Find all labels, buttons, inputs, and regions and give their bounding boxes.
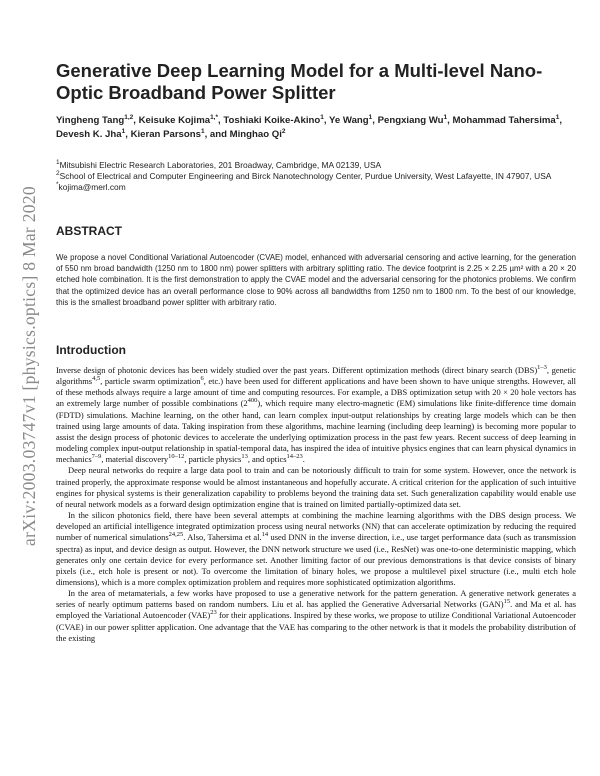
text-run: . Also, Tahersima et al. — [183, 532, 262, 543]
author-separator: , — [559, 115, 563, 126]
text-run: In the area of metamaterials, a few works have proposed to use a generative network for the pattern generation. A generative network generates a series of nearly optimum patterns based on random numbers. Liu et al. has applied the Generative Adversarial Networks (GAN) — [56, 588, 576, 610]
author-affiliation-mark: 1 — [320, 113, 324, 121]
introduction-heading: Introduction — [56, 343, 126, 357]
text-run: , material discovery — [101, 454, 169, 465]
paragraph-3 — [56, 510, 576, 588]
citation: 4,5 — [92, 375, 101, 383]
corresponding-mark: * — [56, 181, 59, 189]
text-run: , etc.) have been used for different applications and have been shown to have unique strengths. However, all of these methods always require a large amount of time and computing resources. For example, a DBS optimization setup with 20 × 20 hole vectors has an extremely large number of possible combinations (2 — [56, 376, 576, 409]
text-run: , and optics — [247, 454, 287, 465]
abstract-heading: ABSTRACT — [56, 224, 122, 238]
author-name: Keisuke Kojima — [138, 115, 211, 126]
citation: 7–9 — [91, 453, 102, 461]
paragraph-2: Deep neural networks do require a large data pool to train and can be notoriously difficult to train for some system. However, once the network is trained properly, the approximate response would be almost instantaneous and hopefully accurate. A critical criterion for the application of such intuitive engines for physical systems is their generalization capability to problems beyond the training data set. Such generalization capability would enable use of neural network models as a forward design optimization engine that is trained on limited partially-optimized data set. — [56, 465, 576, 509]
author-name: Devesh K. Jha — [56, 128, 122, 140]
affiliation-text: Mitsubishi Electric Research Laboratories, 201 Broadway, Cambridge, MA 02139, USA — [59, 160, 382, 170]
text-run: . and Ma et al. has employed the Variational Autoencoder (VAE) — [56, 599, 577, 621]
author-affiliation-mark: 2 — [281, 127, 286, 135]
text-run: for their applications. Inspired by these works, we propose to utilize Conditional Variational Autoencoder (CVAE) in our power splitter application. One advantage that the VAE has comparing to the other network is that it models the probability distribution of the existing — [56, 610, 576, 643]
author-name: Minghao Qi — [229, 128, 282, 140]
author-name: Ye Wang — [329, 115, 369, 126]
affiliation-1 — [56, 160, 576, 171]
citation: 24,25 — [168, 531, 184, 539]
author-separator: , and — [204, 128, 230, 140]
affiliations — [56, 160, 576, 194]
author-name: Toshiaki Koike-Akino — [223, 115, 321, 126]
author-affiliation-mark: 1,2 — [124, 113, 134, 121]
affiliation-2 — [56, 171, 576, 182]
exponent: 400 — [247, 397, 258, 405]
author-affiliation-mark: 1 — [121, 127, 126, 135]
text-run: , genetic algorithms — [56, 365, 576, 387]
text-run: Inverse design of photonic devices has been widely studied over the past years. Different optimization methods (direct binary search (DBS) — [56, 365, 538, 375]
author-separator: , — [323, 115, 329, 126]
author-affiliation-mark: 1,* — [210, 113, 219, 121]
arxiv-identifier: arXiv:2003.03747v1 [physics.optics] 8 Mar 2020 — [19, 186, 39, 546]
citation: 6 — [200, 375, 204, 383]
introduction-body — [56, 365, 576, 644]
author-name: Yingheng Tang — [56, 115, 125, 126]
citation: 13 — [241, 453, 248, 461]
paragraph-1 — [56, 365, 576, 465]
author-affiliation-mark: 1 — [368, 113, 373, 121]
citation: 14–23 — [286, 453, 303, 461]
author-separator: , — [125, 128, 131, 140]
citation: 14 — [261, 531, 269, 539]
email-text: kojima@merl.com — [58, 182, 126, 193]
affiliation-mark: 2 — [56, 170, 60, 178]
author-separator: , — [447, 115, 453, 126]
author-list — [56, 114, 576, 141]
text-run: , particle physics — [184, 454, 242, 465]
author-separator: , — [372, 115, 378, 126]
text-run: . — [302, 454, 305, 465]
affiliation-text: School of Electrical and Computer Engineering and Birck Nanotechnology Center, Purdue University, West Lafayette, IN 47907, USA — [59, 171, 552, 182]
citation: 10–12 — [168, 453, 185, 461]
text-run: ), which require many electro-magnetic (EM) simulations like finite-difference time domain (FDTD) simulations. Machine learning, on the other hand, can learn complex input-output relationships by creating large models which can be then trained using large amounts of data. Taking inspiration from these algorithms, machine learning (including deep learning) is becoming more popular to assist the design process of photonic devices to accelerate the underlying optimization process in the past few years. Recent success of deep learning in modeling complex input-output relationship in spatial-temporal data, has inspired the idea of intuitive physics engines that can learn physical dynamics in mechanics — [56, 398, 577, 465]
corresponding-email — [56, 182, 576, 193]
text-run: used DNN in the inverse direction, i.e., use target performance data (such as transmission spectra) as input, and device design as output. However, the DNN network structure we used (i.e., ResNet) was one-to-one deterministic mapping, which generates only one certain device for every performance set. Another limiting factor of our previous demonstrations is that device consists of binary pixels (i.e., etch hole is present or not). To overcome the limitation of binary holes, we propose a multilevel pixel structure (i.e., multi etch hole dimensions), which is a more complex optimization problem and requires more sophisticated optimization algorithms. — [56, 532, 576, 587]
author-name: Pengxiang Wu — [377, 115, 444, 126]
author-name: Kieran Parsons — [130, 128, 201, 140]
affiliation-mark: 1 — [56, 159, 60, 167]
author-name: Mohammad Tahersima — [452, 115, 556, 126]
paper-title: Generative Deep Learning Model for a Multi-level Nano-Optic Broadband Power Splitter — [56, 60, 543, 103]
citation: 23 — [210, 609, 217, 617]
author-separator: , — [133, 115, 139, 126]
author-affiliation-mark: 1 — [555, 113, 560, 121]
citation: 1–3 — [537, 364, 547, 372]
text-run: , particle swarm optimization — [100, 376, 201, 387]
abstract-text: We propose a novel Conditional Variational Autoencoder (CVAE) model, enhanced with adversarial censoring and active learning, for the generation of 550 nm broad bandwidth (1250 nm to 1800 nm) power splitters with arbitrary splitting ratio. The device footprint is 2.25 × 2.25 µm² with a 20 × 20 etched hole combination. It is the first demonstration to apply the CVAE model and the adversarial censoring for the photonics problems. We confirm that the optimized device has an overall performance close to 90% across all bandwidths from 1250 nm to 1800 nm. To the best of our knowledge, this is the smallest broadband power splitter with arbitrary ratio. — [56, 253, 576, 307]
paragraph-4 — [56, 588, 576, 644]
author-separator: , — [218, 115, 224, 126]
author-affiliation-mark: 1 — [200, 127, 205, 135]
text-run: In the silicon photonics field, there have been several attempts at combining the machine learning algorithms with the DBS design process. We developed an artificial intelligence integrated optimization process using neural networks (NN) that can accelerate optimization by reducing the required number of numerical simulations — [56, 510, 576, 543]
citation: 15 — [503, 598, 511, 606]
author-affiliation-mark: 1 — [443, 113, 448, 121]
